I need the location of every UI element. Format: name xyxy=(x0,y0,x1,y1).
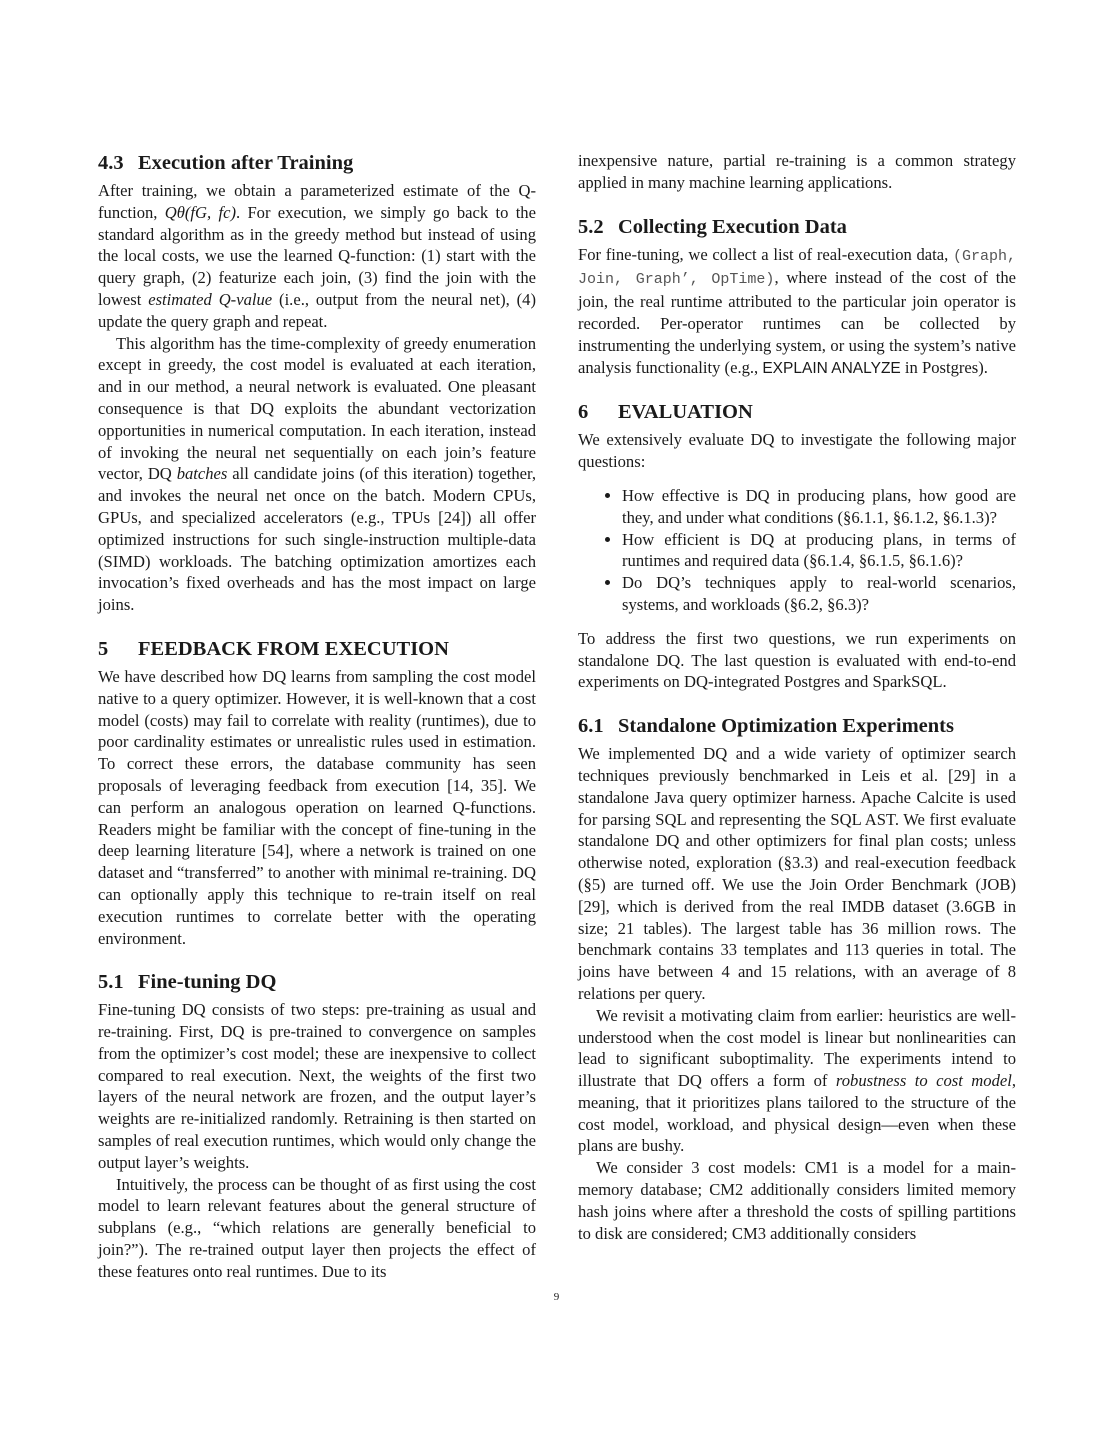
section-4-3-heading: 4.3 Execution after Training xyxy=(98,152,354,174)
evaluation-questions-list xyxy=(578,485,1016,616)
section-6-1-heading: 6.1 Standalone Optimization Experiments xyxy=(578,715,954,738)
section-6-1-paragraph-2: We revisit a motivating claim from earlier: heuristics are well-understood when the cost model is linear but nonlinearities can lead to significant suboptimality. The experiments intend to illustrate that DQ offers a form of robustness to cost model, meaning, that it prioritizes plans tailored to the structure of the cost model, workload, and physical design—even when these plans are bushy. xyxy=(578,1005,1016,1156)
page-number: 9 xyxy=(553,1291,560,1303)
section-5-1-paragraph-1: Fine-tuning DQ consists of two steps: pre-training as usual and re-training. First, DQ is pre-trained to convergence on samples from the optimizer’s cost model; these are inexpensive to collect compared to real execution. Next, the weights of the first two layers of the neural network are frozen, and the output layer’s weights are re-initialized randomly. Retraining is then started on samples of real execution runtimes, which would only change the output layer’s weights. xyxy=(98,1000,536,1172)
list-item: • How efficient is DQ at producing plans, in terms of runtimes and required data (§6.1.4, §6.1.5, §6.1.6)? xyxy=(622,529,1016,573)
section-5-heading: 5 FEEDBACK FROM EXECUTION xyxy=(98,637,449,660)
right-column xyxy=(578,150,1016,1244)
section-5-1-paragraph-2: Intuitively, the process can be thought of as first using the cost model to learn relevant features about the general structure of subplans (e.g., “which relations are generally beneficial to join?”). The re-trained output layer then projects the effect of these features onto real runtimes. Due to its xyxy=(98,1174,536,1281)
section-6-outro: To address the first two questions, we run experiments on standalone DQ. The last question is evaluated with end-to-end experiments on DQ-integrated Postgres and SparkSQL. xyxy=(578,628,1016,692)
section-6-1-paragraph-3: We consider 3 cost models: CM1 is a model for a main-memory database; CM2 additionally considers limited memory hash joins where after a threshold the costs of spilling partitions to disk are considered; CM3 additionally considers xyxy=(578,1158,1016,1243)
section-6-intro: We extensively evaluate DQ to investigate the following major questions: xyxy=(578,430,1016,472)
section-5-2-paragraph-1: For fine-tuning, we collect a list of real-execution data, (Graph, Join, Graph’, OpTime), where instead of the cost of the join, the real runtime attributed to the particular join operator is recorded. Per-operator runtimes can be collected by instrumenting the underlying system, or using the system’s native analysis functionality (e.g., EXPLAIN ANALYZE in Postgres). xyxy=(578,244,1016,377)
section-5-1-heading: 5.1 Fine-tuning DQ xyxy=(98,971,277,994)
list-item: • How effective is DQ in producing plans, how good are they, and under what conditions (§6.1.1, §6.1.2, §6.1.3)? xyxy=(622,485,1016,529)
section-5-paragraph-1: We have described how DQ learns from sampling the cost model native to a query optimizer. However, it is well-known that a cost model (costs) may fail to correlate with reality (runtimes), due to poor cardinality estimates or unrealistic rules used in estimation. To correct these errors, the database community has seen proposals of leveraging feedback from execution [14, 35]. We can perform an analogous operation on learned Q-functions. Readers might be familiar with the concept of fine-tuning in the deep learning literature [54], where a network is trained on one dataset and “transferred” to another with minimal re-training. DQ can optionally apply this technique to re-train itself on real execution runtimes to correlate better with the operating environment. xyxy=(98,666,536,948)
section-6-1-paragraph-1: We implemented DQ and a wide variety of optimizer search techniques previously benchmarked in Leis et al. [29] in a standalone Java query optimizer harness. Apache Calcite is used for parsing SQL and representing the SQL AST. We first evaluate standalone DQ and other optimizers for final plan costs; unless otherwise noted, exploration (§3.3) and real-execution feedback (§5) are turned off. We use the Join Order Benchmark (JOB) [29], which is derived from the real IMDB dataset (3.6GB in size; 21 tables). The largest table has 36 million rows. The benchmark contains 33 templates and 113 queries in total. The joins have between 4 and 15 relations, with an average of 8 relations per query. xyxy=(578,744,1016,1003)
list-item: • Do DQ’s techniques apply to real-world scenarios, systems, and workloads (§6.2, §6.3)? xyxy=(622,572,1016,616)
section-5-2-heading: 5.2 Collecting Execution Data xyxy=(578,215,847,238)
section-4-3-paragraph-2: This algorithm has the time-complexity of greedy enumeration except in greedy, the cost model is evaluated at each iteration, and in our method, a neural network is evaluated. One pleasant consequence is that DQ exploits the abundant vectorization opportunities in numerical computation. In each iteration, instead of invoking the neural net sequentially on each join’s feature vector, DQ batches all candidate joins (of this iteration) together, and invokes the neural net once on the batch. Modern CPUs, GPUs, and specialized accelerators (e.g., TPUs [24]) all offer optimized instructions for such single-instruction multiple-data (SIMD) workloads. The batching optimization amortizes each invocation’s fixed overheads and has the most impact on large joins. xyxy=(98,333,536,615)
left-column xyxy=(98,150,536,1283)
continued-paragraph: inexpensive nature, partial re-training is a common strategy applied in many machine learning applications. xyxy=(578,151,1016,192)
section-6-heading: 6 EVALUATION xyxy=(578,401,753,424)
section-4-3-paragraph-1: After training, we obtain a parameterized estimate of the Q-function, Qθ(fG, fc). For execution, we simply go back to the standard algorithm as in the greedy method but instead of using the local costs, we use the learned Q-function: (1) start with the query graph, (2) featurize each join, (3) find the join with the lowest estimated Q-value (i.e., output from the neural net), (4) update the query graph and repeat. xyxy=(98,181,536,331)
